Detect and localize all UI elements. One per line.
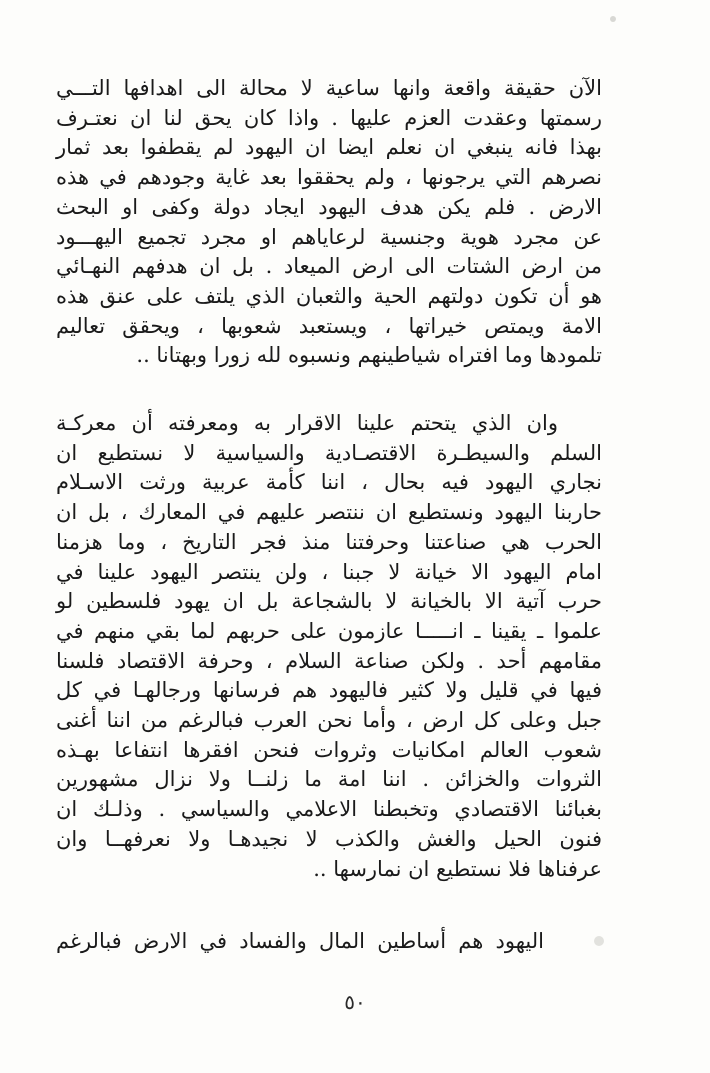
text-line: هو أن تكون دولتهم الحية والثعبان الذي يلتف على عنق هذه (56, 283, 602, 308)
text-line: رسمتها وعقدت العزم عليها . واذا كان يحق لنا ان نعتـرف (56, 105, 602, 130)
paragraph-2 (56, 409, 602, 884)
text-line: السلم والسيطـرة الاقتصـادية والسياسية لا نستطيع ان (56, 440, 602, 465)
paragraph-3 (56, 927, 602, 957)
text-line: فيها في قليل ولا كثير فاليهود هم فرسانها ورجالهـا في كل (56, 678, 602, 703)
text-line: الثروات والخزائن . اننا امة ما زلنــا ولا نزال مشهورين (56, 767, 602, 792)
scan-speck (610, 16, 616, 22)
page-number: ٥٠ (344, 990, 366, 1014)
scan-speck (594, 936, 604, 946)
text-line: نصرهم التي يرجونها ، ولم يحققوا بعد غاية وجودهم في هذه (56, 165, 602, 190)
text-line: عن مجرد هوية وجنسية لرعاياهم او مجرد تجميع اليهـــود (56, 224, 602, 249)
text-line: حاربنا اليهود ونستطيع ان ننتصر عليهم في المعارك ، بل ان (56, 500, 602, 525)
text-line: الآن حقيقة واقعة وانها ساعية لا محالة الى اهدافها التـــي (56, 76, 602, 100)
text-line: حرب آتية الا بالخيانة لا بالشجاعة بل ان يهود فلسطين لو (56, 589, 602, 614)
text-line: الحرب هي صناعتنا وحرفتنا منذ فجر التاريخ ، وما هزمنا (56, 529, 602, 554)
text-line: تلمودها وما افتراه شياطينهم ونسبوه لله زورا وبهتانا .. (136, 343, 602, 368)
text-line: جبل وعلى كل ارض ، وأما نحن العرب فبالرغم من اننا أغنى (56, 708, 602, 733)
text-line: شعوب العالم امكانيات وثروات فنحن افقرها انتفاعا بهـذه (56, 737, 602, 762)
paragraph-1 (56, 74, 602, 371)
text-line: وان الذي يتحتم علينا الاقرار به ومعرفته أن معركـة (56, 411, 558, 435)
text-line: بغبائنا الاقتصادي وتخبطنا الاعلامي والسياسي . وذلـك ان (56, 797, 602, 822)
text-line: الارض . فلم يكن هدف اليهود ايجاد دولة وكفى او البحث (56, 194, 602, 219)
text-line: فنون الحيل والغش والكذب لا نجيدهـا ولا نعرفهــا وان (56, 826, 602, 851)
text-line: اليهود هم أساطين المال والفساد في الارض فبالرغم (56, 929, 545, 953)
text-line: نجاري اليهود فيه بحال ، اننا كأمة عربية ورثت الاسـلام (56, 470, 602, 495)
text-line: علموا ـ يقينا ـ انـــــا عازمون على حربهم لما بقي منهم في (56, 618, 602, 643)
text-line: من ارض الشتات الى ارض الميعاد . بل ان هدفهم النهـائي (56, 254, 602, 279)
text-line: امام اليهود الا خيانة لا جبنا ، ولن ينتصر اليهود علينا في (56, 559, 602, 584)
text-line: الامة ويمتص خيراتها ، ويستعبد شعوبها ، ويحقق تعاليم (56, 313, 602, 338)
text-line: مقامهم أحد . ولكن صناعة السلام ، وحرفة الاقتصاد فلسنا (56, 648, 602, 673)
text-line: عرفناها فلا نستطيع ان نمارسها .. (313, 856, 602, 881)
text-line: بهذا فانه ينبغي ان نعلم ايضا ان اليهود لم يقطفوا بعد ثمار (56, 135, 602, 160)
